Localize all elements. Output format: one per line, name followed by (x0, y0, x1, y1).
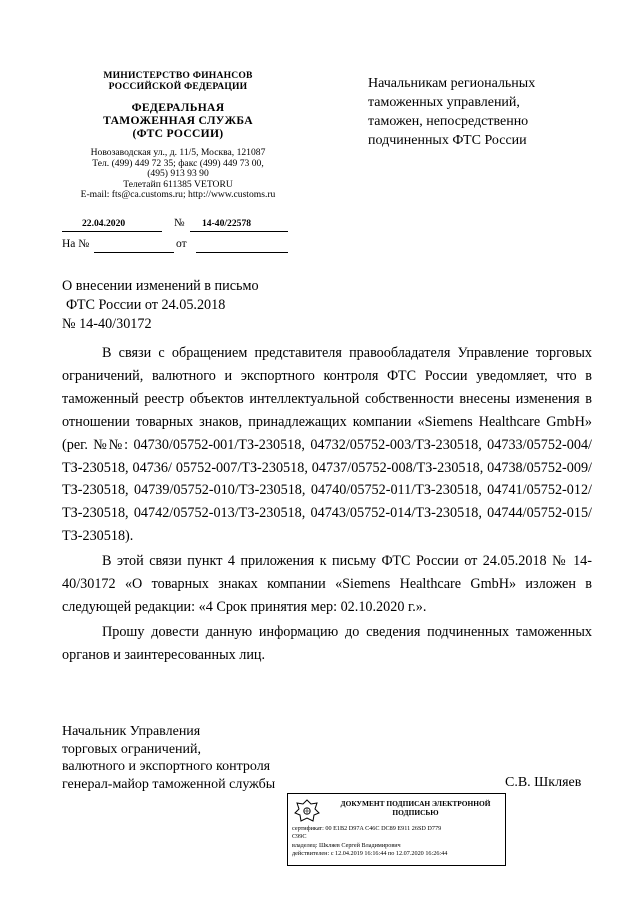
letter-body (62, 342, 592, 667)
subject-block (62, 277, 312, 335)
signatory-line-2: торговых ограничений, (62, 741, 202, 757)
service-line-3: (ФТС РОССИИ) (132, 127, 224, 140)
esign-title-line-2: ПОДПИСЬЮ (392, 808, 439, 817)
esign-title-line-1: ДОКУМЕНТ ПОДПИСАН ЭЛЕКТРОННОЙ (340, 799, 491, 808)
ministry-line-2: РОССИЙСКОЙ ФЕДЕРАЦИИ (108, 81, 248, 92)
esign-stamp (287, 793, 506, 866)
body-paragraph-2: В этой связи пункт 4 приложения к письму ФТС России от 24.05.2018 № 14-40/30172 «О товарных знаках компании «Siemens Healthcare GmbH» изложен в следующей редакции: «4 Срок принятия мер: 02.10.2020 г.». (62, 553, 592, 615)
esign-owner: владелец: Шкляев Сергей Владимирович (292, 841, 401, 849)
address-line-5: E-mail: fts@ca.customs.ru; http://www.customs.ru (80, 189, 276, 201)
from-underline (196, 252, 288, 253)
service-name (62, 101, 294, 140)
address-block (62, 148, 294, 201)
subject-line-3: № 14-40/30172 (62, 316, 152, 333)
ministry-name (62, 70, 294, 92)
recipient-line-4: подчиненных ФТС России (368, 133, 527, 148)
address-line-4: Телетайп 611385 VETORU (123, 178, 233, 190)
recipient-block (368, 74, 588, 150)
number-sign: № (174, 217, 185, 229)
ref-label: На № (62, 238, 90, 250)
address-line-2: Тел. (499) 449 72 35; факс (499) 449 73 00, (92, 157, 264, 169)
esign-details (292, 825, 503, 859)
service-line-1: ФЕДЕРАЛЬНАЯ (131, 101, 225, 114)
date-underline (62, 231, 162, 232)
emblem-icon (292, 798, 322, 824)
signatory-title (62, 723, 302, 793)
address-line-3: (495) 913 93 90 (147, 168, 209, 180)
registration-block (62, 218, 302, 258)
body-paragraph-3: Прошу довести данную информацию до сведения подчиненных таможенных органов и заинтересованных лиц. (62, 623, 592, 663)
subject-line-1: О внесении изменений в письмо (62, 278, 259, 294)
recipient-line-2: таможенных управлений, (368, 95, 520, 110)
number-underline (190, 231, 288, 232)
signatory-name: С.В. Шкляев (505, 775, 582, 790)
registration-number: 14-40/22578 (202, 218, 252, 229)
signatory-line-1: Начальник Управления (62, 724, 201, 739)
ministry-line-1: МИНИСТЕРСТВО ФИНАНСОВ (103, 70, 253, 81)
signatory-line-4: генерал-майор таможенной службы (62, 776, 276, 792)
from-label: от (176, 238, 187, 250)
recipient-line-1: Начальникам региональных (368, 76, 536, 91)
esign-certificate: сертификат: 00 E1B2 D97A C46C DC89 E911 26SD D779 (292, 825, 442, 832)
signatory-line-3: валютного и экспортного контроля (62, 759, 271, 775)
registration-date: 22.04.2020 (82, 218, 126, 229)
esign-title (328, 799, 503, 817)
ref-underline (94, 252, 174, 253)
address-line-1: Новозаводская ул., д. 11/5, Москва, 121087 (90, 147, 266, 158)
esign-validity: действителен: с 12.04.2019 16:16:44 по 12.07.2020 16:26:44 (292, 850, 448, 858)
letterhead (62, 70, 294, 201)
subject-line-2: ФТС России от 24.05.2018 (66, 297, 226, 314)
recipient-line-3: таможен, непосредственно (368, 114, 529, 129)
body-paragraph-1: В связи с обращением представителя правообладателя Управление торговых ограничений, валютного и экспортного контроля ФТС России уведомляет, что в таможенный реестр объектов интеллектуальной собственности внесены изменения в отношении товарных знаков, принадлежащих компании «Siemens Healthcare GmbH» (рег. №№: 04730/05752-001/ТЗ-230518, 04732/05752-003/ТЗ-230518, 04733/05752-004/ТЗ-230518, 04736/ 05752-007/ТЗ-230518, 04737/05752-008/ТЗ-230518, 04738/05752-009/ТЗ-230518, 04739/05752-010/ТЗ-230518, 04740/05752-011/ТЗ-230518, 04741/05752-012/ ТЗ-230518, 04742/05752-013/ТЗ-230518, 04743/05752-014/ТЗ-230518, 04744/05752-015/ТЗ-230518). (62, 345, 592, 545)
esign-certificate-cont: C99C (292, 833, 307, 841)
service-line-2: ТАМОЖЕННАЯ СЛУЖБА (103, 114, 253, 127)
